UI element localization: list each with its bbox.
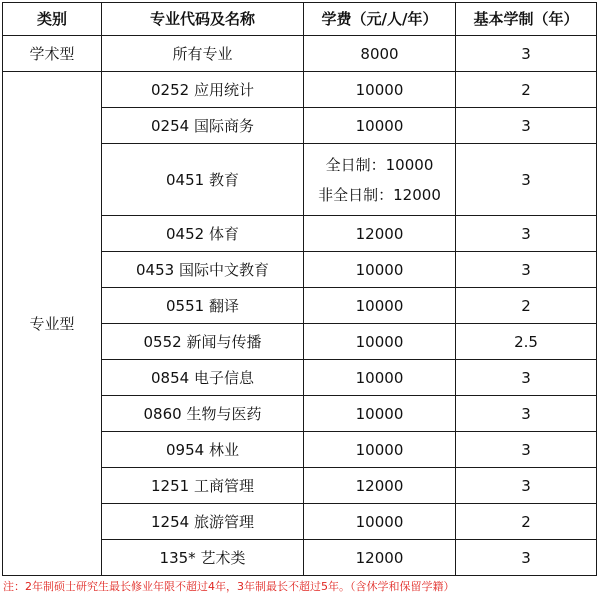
header-duration: 基本学制（年）: [456, 3, 597, 36]
duration-cell: 3: [456, 252, 597, 288]
tuition-cell: 12000: [304, 468, 456, 504]
major-cell: 0254 国际商务: [102, 108, 304, 144]
duration-cell: 2: [456, 288, 597, 324]
duration-cell: 3: [456, 360, 597, 396]
tuition-cell: 10000: [304, 288, 456, 324]
header-category: 类别: [3, 3, 102, 36]
tuition-cell: 10000: [304, 396, 456, 432]
major-cell: 0551 翻译: [102, 288, 304, 324]
duration-cell: 3: [456, 396, 597, 432]
tuition-cell: 10000: [304, 432, 456, 468]
major-cell: 0860 生物与医药: [102, 396, 304, 432]
duration-cell: 3: [456, 216, 597, 252]
duration-cell: 2.5: [456, 324, 597, 360]
major-cell: 1251 工商管理: [102, 468, 304, 504]
header-row: [3, 3, 597, 36]
tuition-cell: 8000: [304, 36, 456, 72]
major-cell: 0453 国际中文教育: [102, 252, 304, 288]
tuition-cell: 10000: [304, 360, 456, 396]
duration-cell: 3: [456, 432, 597, 468]
duration-cell: 3: [456, 144, 597, 216]
duration-cell: 3: [456, 108, 597, 144]
major-cell: 0854 电子信息: [102, 360, 304, 396]
table-header: [3, 3, 597, 36]
tuition-cell: 10000: [304, 72, 456, 108]
tuition-cell: 10000: [304, 324, 456, 360]
major-cell: 0452 体育: [102, 216, 304, 252]
table-row-academic: [3, 36, 597, 72]
major-cell: 0954 林业: [102, 432, 304, 468]
tuition-cell: 10000: [304, 108, 456, 144]
duration-cell: 3: [456, 468, 597, 504]
duration-cell: 3: [456, 36, 597, 72]
tuition-cell: 10000: [304, 504, 456, 540]
table-row: [3, 72, 597, 108]
table-body: [3, 36, 597, 576]
tuition-cell: 10000: [304, 252, 456, 288]
category-professional: 专业型: [3, 72, 102, 576]
major-cell: 所有专业: [102, 36, 304, 72]
footnote: 注：2年制硕士研究生最长修业年限不超过4年，3年制最长不超过5年。（含休学和保留学籍）: [3, 580, 455, 593]
tuition-parttime: 非全日制：12000: [318, 185, 441, 204]
tuition-cell: 12000: [304, 216, 456, 252]
tuition-table: [2, 2, 597, 576]
major-cell: 0252 应用统计: [102, 72, 304, 108]
duration-cell: 2: [456, 504, 597, 540]
major-cell: 0451 教育: [102, 144, 304, 216]
tuition-cell-split: [304, 144, 456, 216]
tuition-fulltime: 全日制：10000: [325, 155, 434, 174]
major-cell: 1254 旅游管理: [102, 504, 304, 540]
major-cell: 0552 新闻与传播: [102, 324, 304, 360]
duration-cell: 2: [456, 72, 597, 108]
major-cell: 135* 艺术类: [102, 540, 304, 576]
duration-cell: 3: [456, 540, 597, 576]
tuition-cell: 12000: [304, 540, 456, 576]
category-academic: 学术型: [3, 36, 102, 72]
header-major: 专业代码及名称: [102, 3, 304, 36]
header-tuition: 学费（元/人/年）: [304, 3, 456, 36]
